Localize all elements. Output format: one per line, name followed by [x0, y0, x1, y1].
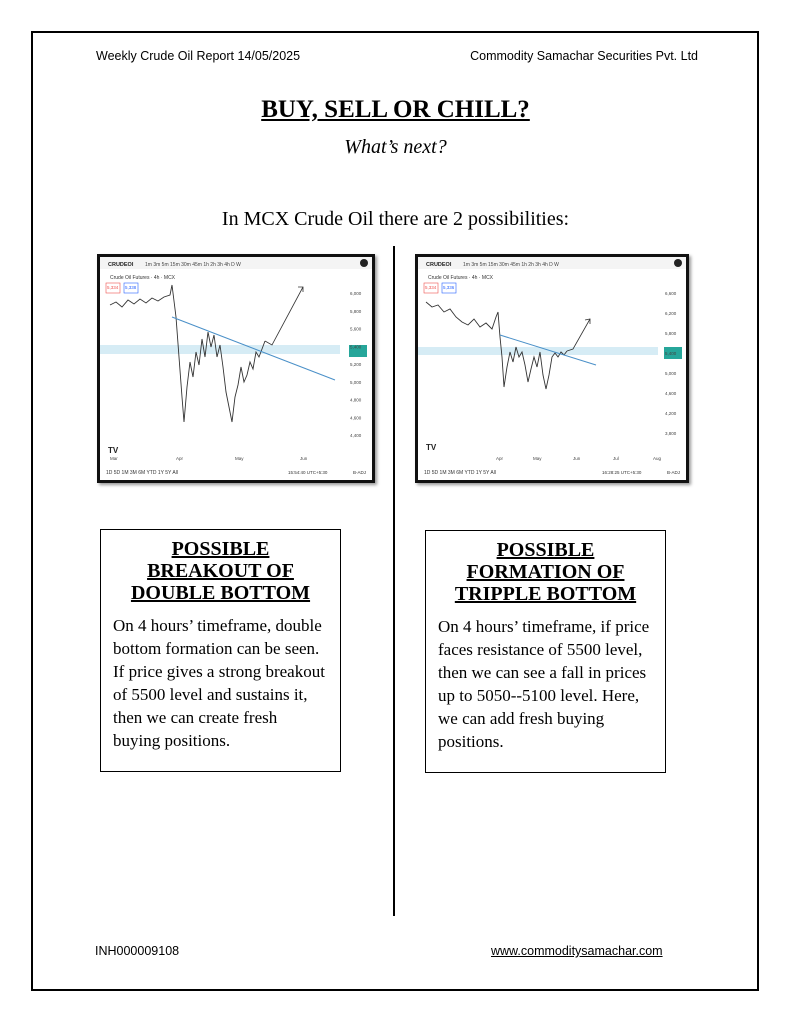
sell-price: 5,334: [425, 285, 437, 290]
card-body: On 4 hours’ timeframe, double bottom formation can be seen. If price gives a strong breakout of 5500 level and sustains it, then we can create fresh buying positions.: [113, 616, 325, 750]
chart-ranges: 1D 5D 1M 3M 6M YTD 1Y 5Y All: [424, 470, 496, 476]
x-tick-label: May: [533, 456, 542, 461]
y-tick-label: 4,800: [350, 397, 362, 403]
triple-bottom-card: [425, 530, 666, 773]
x-tick-label: Apr: [496, 456, 504, 461]
x-tick-label: May: [235, 456, 244, 461]
svg-text:TV: TV: [108, 446, 119, 455]
company-name-header: Commodity Samachar Securities Pvt. Ltd: [470, 49, 698, 63]
double-bottom-card: [100, 529, 341, 772]
chart-instrument: Crude Oil Futures · 4h · MCX: [110, 275, 176, 281]
card-title: POSSIBLE FORMATION OF TRIPPLE BOTTOM: [454, 539, 637, 605]
y-tick-label: 6,600: [665, 291, 677, 296]
y-tick-label: 5,400: [665, 351, 677, 356]
chart-instrument: Crude Oil Futures · 4h · MCX: [428, 275, 494, 281]
x-tick-label: Aug: [653, 456, 662, 461]
y-tick-label: 6,000: [350, 291, 362, 296]
y-tick-label: 5,800: [665, 331, 677, 336]
chart-time: 15:54:40 UTC+5:30: [288, 470, 328, 475]
x-tick-label: Mar: [110, 456, 118, 461]
card-title: POSSIBLE BREAKOUT OF DOUBLE BOTTOM: [130, 538, 311, 604]
y-tick-label: 5,000: [665, 371, 677, 376]
chart-timeframes: 1m 3m 5m 15m 30m 45m 1h 2h 3h 4h D W: [463, 262, 559, 268]
x-tick-label: Jul: [613, 456, 619, 461]
chart-timeframes: 1m 3m 5m 15m 30m 45m 1h 2h 3h 4h D W: [145, 262, 241, 268]
x-tick-label: Jun: [300, 456, 308, 461]
y-tick-label: 6,200: [665, 311, 677, 316]
card-body: On 4 hours’ timeframe, if price faces resistance of 5500 level, then we can see a fall in prices up to 5050--5100 level. Here, we can add fresh buying positions.: [438, 617, 650, 751]
y-tick-label: 4,400: [350, 433, 362, 438]
page-subtitle: What’s next?: [344, 136, 447, 158]
close-icon: [674, 259, 682, 267]
registration-number: INH000009108: [95, 944, 180, 958]
y-tick-label: 4,600: [350, 415, 362, 421]
website-link[interactable]: www.commoditysamachar.com: [491, 944, 663, 958]
sell-price: 5,334: [107, 285, 119, 290]
y-tick-label: 5,000: [350, 379, 362, 385]
report-title-header: Weekly Crude Oil Report 14/05/2025: [96, 49, 301, 63]
chart-symbol: CRUDEOI: [426, 262, 452, 268]
y-tick-label: 5,200: [350, 362, 362, 367]
chart-time: 16:28:25 UTC+5:30: [602, 470, 642, 475]
y-tick-label: 4,200: [665, 411, 677, 416]
svg-text:TV: TV: [426, 443, 437, 452]
close-icon: [360, 259, 368, 267]
triple-bottom-chart: [415, 254, 689, 483]
y-tick-label: 5,800: [350, 308, 362, 314]
y-tick-label: 5,600: [350, 326, 362, 332]
buy-price: 5,338: [125, 285, 137, 290]
y-tick-label: 5,400: [350, 344, 362, 350]
x-tick-label: Apr: [176, 456, 184, 461]
page-title: BUY, SELL OR CHILL?: [261, 96, 530, 123]
page-border: [31, 31, 759, 991]
y-tick-label: 3,800: [665, 431, 677, 436]
chart-adj: B-ADJ: [353, 470, 367, 475]
chart-ranges: 1D 5D 1M 3M 6M YTD 1Y 5Y All: [106, 470, 178, 476]
intro-text: In MCX Crude Oil there are 2 possibilities:: [221, 208, 570, 230]
x-tick-label: Jun: [573, 456, 581, 461]
double-bottom-chart: [97, 254, 375, 483]
chart-symbol: CRUDEOI: [108, 262, 134, 268]
y-tick-label: 4,600: [665, 391, 677, 396]
column-divider: [393, 246, 395, 916]
chart-adj: B-ADJ: [667, 470, 681, 475]
buy-price: 5,336: [443, 285, 455, 290]
